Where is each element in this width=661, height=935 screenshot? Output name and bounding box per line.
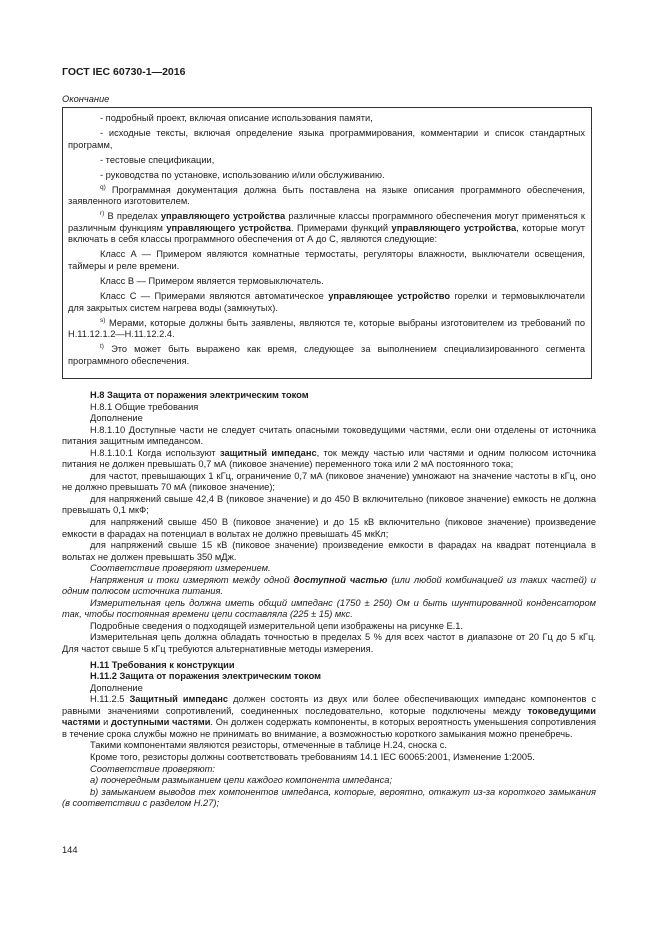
list-item: a) поочередным размыканием цепи каждого компонента импеданса; xyxy=(90,775,393,786)
compliance-check: Соответствие проверяют измерением. xyxy=(90,563,271,574)
footnote-s: $^{s)}$ Мерами, которые должны быть заявлены, являются те, которые выбраны изготовителем из требований по Н.11.12.1.2—Н.11.12.2.4. xyxy=(68,316,585,340)
main-text xyxy=(62,386,596,810)
paragraph-h8-1-10-1: Н.8.1.10.1 Когда используют защитный импеданс, ток между частью или частями и одним полюсом источника питания не должен превышать 0,7 мА (пиковое значение) переменного тока или 2 мА постоянного тока; xyxy=(62,447,596,470)
footnote-t: $^{t)}$ Это может быть выражено как время, следующее за выполнением специализированного сегмента программного обеспечения. xyxy=(68,343,585,366)
section-heading-h11: Н.11 Требования к конструкции xyxy=(90,659,235,670)
list-item: - исходные тексты, включая определение языка программирования, комментарии и список стандартных программ, xyxy=(68,128,585,150)
table-continuation-box xyxy=(62,107,592,379)
footnote-r: $^{r)}$ В пределах управляющего устройства различные классы программного обеспечения могут применяться к различным функциям управляющего устройства. Примерами функций управляющего устройства, которые могут включать в себя классы программного обеспечения от А до С, являются следующие: xyxy=(68,210,585,245)
footnote-q: $^{q)}$ Программная документация должна быть поставлена на языке описания программного обеспечения, заявленного изготовителем. xyxy=(68,183,585,207)
paragraph-h11-2-5: Н.11.2.5 Защитный импеданс должен состоять из двух или более обеспечивающих импеданс компонентов с равными значениями сопротивлений, соединенных последовательно, которые подключены между токоведущими частями и доступными частями. Он должен содержать компоненты, в которых вероятность уменьшения сопротивления в течение срока службы можно не принимать во внимание, а возможностью короткого замыкания можно пренебречь. xyxy=(62,694,596,739)
subsection-heading-h8-1: Н.8.1 Общие требования xyxy=(90,401,199,412)
subsection-heading-h11-2: Н.11.2 Защита от поражения электрическим током xyxy=(90,671,322,682)
section-heading-h8: Н.8 Защита от поражения электрическим током xyxy=(90,390,309,400)
list-item: - подробный проект, включая описание использования памяти, xyxy=(100,113,373,123)
class-c-text: Класс С — Примерами являются автоматическое управляющее устройство горелки и термовыключатели для закрытых систем нагрева воды (замкнутых). xyxy=(68,291,586,313)
list-item: b) замыканием выводов тех компонентов импеданса, которые, вероятно, откажут из-за короткого замыкания (в соответствии с разделом Н.27); xyxy=(62,786,596,809)
list-item: - тестовые спецификации, xyxy=(100,154,215,165)
page-number: 144 xyxy=(62,845,78,855)
supplement-label: Дополнение xyxy=(90,413,143,424)
paragraph: Измерительная цепь должна иметь общий импеданс (1750 ± 250) Ом и быть шунтированной конденсатором так, чтобы постоянная времени цепи составляла (225 ± 15) мкс. xyxy=(62,597,596,620)
paragraph: для напряжений свыше 42,4 В (пиковое значение) и до 450 В включительно (пиковое значение) емкость не должна превышать 0,1 мкФ; xyxy=(62,493,596,516)
paragraph: для напряжений свыше 15 кВ (пиковое значение) произведение емкости в фарадах на квадрат потенциала в вольтах не должен превышать 350 мДж. xyxy=(62,540,596,562)
paragraph: для частот, превышающих 1 кГц, ограничение 0,7 мА (пиковое значение) умножают на значение частоты в кГц, оно не должно превышать 70 мА (пиковое значение); xyxy=(62,470,596,493)
paragraph: Кроме того, резисторы должны соответствовать требованиям 14.1 IEC 60065:2001, Изменение 1:2005. xyxy=(90,751,535,762)
paragraph: Подробные сведения о подходящей измерительной цепи изображены на рисунке Е.1. xyxy=(90,620,464,631)
paragraph-h8-1-10: Н.8.1.10 Доступные части не следует считать опасными токоведущими частями, если они отделены от источника питания защитным импедансом. xyxy=(62,424,596,447)
class-a-text: Класс А — Примером являются комнатные термостаты, регуляторы влажности, выключатели освещения, таймеры и реле времени. xyxy=(68,249,585,272)
compliance-check: Соответствие проверяют: xyxy=(90,763,215,774)
paragraph: Напряжения и токи измеряют между одной доступной частью (или любой комбинацией из таких частей) и одним полюсом источника питания. xyxy=(62,574,596,597)
paragraph: для напряжений свыше 450 В (пиковое значение) и до 15 кВ включительно (пиковое значение) произведение емкости в фарадах на потенциал в вольтах не должно превышать 45 мкКл; xyxy=(62,517,596,539)
supplement-label: Дополнение xyxy=(90,682,143,693)
paragraph: Такими компонентами являются резисторы, отмеченные в таблице Н.24, сноска с. xyxy=(90,740,447,751)
list-item: - руководства по установке, использованию и/или обслуживанию. xyxy=(100,169,385,180)
paragraph: Измерительная цепь должна обладать точностью в пределах 5 % для всех частот в диапазоне от 20 Гц до 5 кГц. Для частот свыше 5 кГц требуются альтернативные методы измерения. xyxy=(62,632,596,655)
document-header: ГОСТ IEC 60730-1—2016 xyxy=(62,66,186,78)
continuation-caption: Окончание xyxy=(62,94,110,104)
class-b-text: Класс В — Примером является термовыключатель. xyxy=(100,276,324,287)
